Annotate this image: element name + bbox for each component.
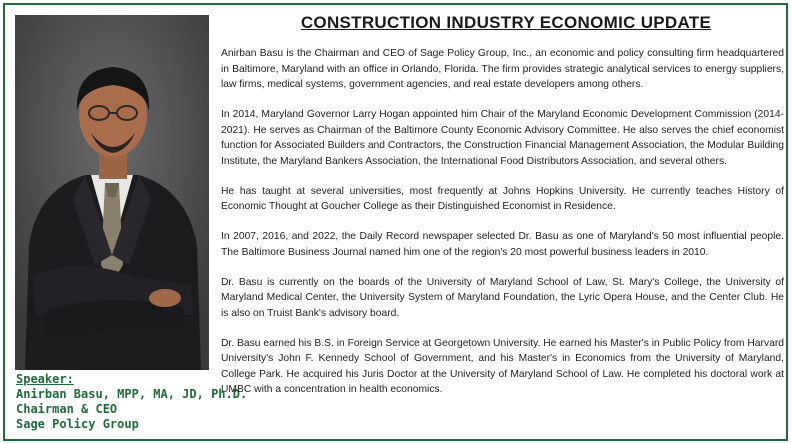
flyer-frame <box>3 3 788 441</box>
speaker-name: Anirban Basu, MPP, MA, JD, Ph.D. <box>16 387 248 401</box>
speaker-bio <box>221 46 784 412</box>
speaker-organization: Sage Policy Group <box>16 417 139 431</box>
page-title: CONSTRUCTION INDUSTRY ECONOMIC UPDATE <box>300 13 712 32</box>
bio-paragraph: In 2007, 2016, and 2022, the Daily Record newspaper selected Dr. Basu as one of Maryland's 50 most influential people. The Baltimore Business Journal named him one of the region's 20 most powerful business leaders in 2010. <box>221 231 784 258</box>
bio-paragraph: In 2014, Maryland Governor Larry Hogan appointed him Chair of the Maryland Economic Development Commission (2014-2021). He serves as Chairman of the Baltimore County Economic Advisory Committee. He also serves the chief economist function for Associated Builders and Contractors, the Construction Financial Management Association, the Modular Building Institute, the Maryland Bankers Association, the International Food Distributors Association, and several others. <box>221 109 784 167</box>
bio-paragraph: He has taught at several universities, most frequently at Johns Hopkins University. He currently teaches History of Economic Thought at Goucher College as their Distinguished Economist in Residence. <box>221 185 784 212</box>
speaker-label: Speaker: <box>16 372 74 386</box>
bio-paragraph: Anirban Basu is the Chairman and CEO of Sage Policy Group, Inc., an economic and policy consulting firm headquartered in Baltimore, Maryland with an office in Orlando, Florida. The firm provides strategic analytical services to energy suppliers, law firms, medical systems, government agencies, and real estate developers among others. <box>221 48 784 90</box>
speaker-portrait-image <box>15 15 209 370</box>
speaker-info <box>16 372 248 432</box>
bio-paragraph: Dr. Basu is currently on the boards of the University of Maryland School of Law, St. Mary's College, the University of Maryland Medical Center, the University System of Maryland Foundation, the Lyric Opera House, and the Center Club. He is also on Truist Bank's advisory board. <box>221 276 784 319</box>
speaker-photo <box>15 15 209 370</box>
bio-paragraph: Dr. Basu earned his B.S. in Foreign Service at Georgetown University. He earned his Master's in Public Policy from Harvard University's John F. Kennedy School of Government, and his Master's in Economics from the University of Maryland, College Park. He acquired his Juris Doctor at the University of Maryland School of Law. He completed his doctoral work at UMBC with a concentration in health economics. <box>221 337 784 395</box>
speaker-role: Chairman & CEO <box>16 402 118 416</box>
